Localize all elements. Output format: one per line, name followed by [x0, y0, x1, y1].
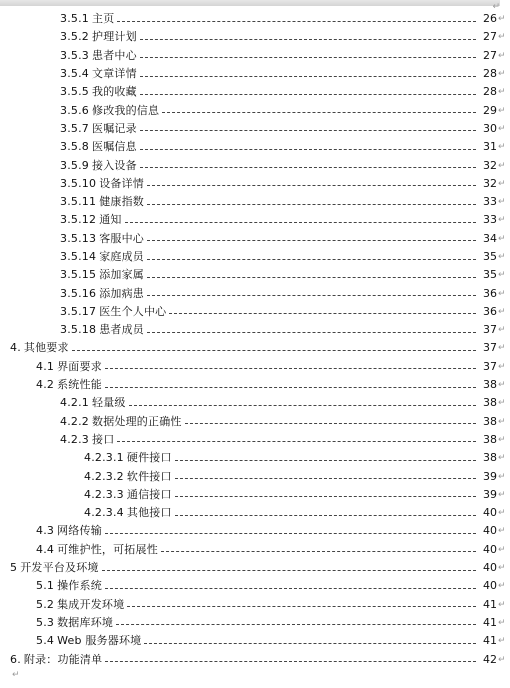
- toc-entry[interactable]: [0, 394, 510, 412]
- table-of-contents: [0, 10, 510, 669]
- toc-entry-page-number: 32: [483, 176, 497, 190]
- dotted-leader: [175, 496, 476, 497]
- dotted-leader: [105, 661, 476, 662]
- toc-entry-page-number: 29: [483, 103, 497, 117]
- paragraph-mark-icon: ↵: [498, 544, 506, 555]
- dotted-leader: [140, 130, 476, 131]
- paragraph-mark-icon: ↵: [498, 636, 506, 647]
- toc-entry-title: 界面要求: [57, 359, 102, 373]
- paragraph-mark-icon: ↵: [498, 489, 506, 500]
- toc-entry-number: 4.2.3.1: [84, 451, 124, 465]
- ruler-bar: [0, 0, 500, 6]
- paragraph-mark-icon: ↵: [498, 14, 506, 25]
- paragraph-mark-icon: ↵: [498, 123, 506, 134]
- toc-entry[interactable]: [0, 632, 510, 650]
- toc-entry[interactable]: [0, 321, 510, 339]
- paragraph-mark-icon: ↵: [498, 252, 506, 262]
- dotted-leader: [147, 204, 476, 205]
- dotted-leader: [116, 624, 476, 625]
- toc-entry-number: 3.5.11: [60, 195, 97, 209]
- paragraph-mark-icon: ↵: [498, 288, 506, 299]
- toc-entry-page-number: 30: [483, 121, 497, 135]
- toc-entry-number: 3.5.12: [60, 213, 97, 227]
- toc-entry[interactable]: [0, 175, 510, 193]
- paragraph-mark-icon: ↵: [498, 87, 506, 98]
- toc-entry-page-number: 33: [483, 213, 497, 227]
- toc-entry-page-number: 38: [483, 432, 497, 446]
- paragraph-mark-icon: ↵: [498, 599, 506, 610]
- toc-entry[interactable]: [0, 303, 510, 321]
- toc-entry-page-number: 41: [483, 615, 497, 629]
- toc-entry-page-number: 37: [483, 359, 497, 373]
- toc-entry-title: 主页: [92, 12, 115, 26]
- toc-entry-page-number: 36: [483, 286, 497, 300]
- toc-entry[interactable]: [0, 28, 510, 46]
- dotted-leader: [127, 606, 476, 607]
- paragraph-mark-icon: ↵: [498, 563, 506, 574]
- toc-entry-number: 3.5.15: [60, 268, 97, 282]
- toc-entry-page-number: 31: [483, 140, 497, 154]
- dotted-leader: [140, 39, 476, 40]
- paragraph-mark-icon: ↵: [498, 343, 506, 354]
- paragraph-mark-icon: ↵: [498, 325, 506, 336]
- toc-entry-title: 系统性能: [57, 378, 102, 392]
- toc-entry-page-number: 38: [483, 451, 497, 465]
- toc-entry-number: 4.4: [36, 542, 55, 556]
- toc-entry[interactable]: [0, 449, 510, 467]
- toc-entry-number: 4.2.2: [60, 414, 89, 428]
- dotted-leader: [105, 588, 476, 589]
- toc-entry-number: 4.: [10, 341, 21, 355]
- toc-entry-number: 5.1: [36, 579, 55, 593]
- toc-entry-number: 4.2.3.3: [84, 487, 124, 501]
- toc-entry-page-number: 32: [483, 158, 497, 172]
- paragraph-mark-icon: ↵: [498, 142, 506, 153]
- toc-entry[interactable]: [0, 101, 510, 119]
- dotted-leader: [140, 76, 476, 77]
- toc-entry[interactable]: [0, 577, 510, 595]
- toc-entry-number: 3.5.1: [60, 12, 89, 26]
- toc-entry-page-number: 42: [483, 652, 497, 666]
- toc-entry-number: 5.4: [36, 634, 55, 648]
- toc-entry-title: 附录：功能清单: [23, 652, 103, 666]
- toc-entry-number: 3.5.13: [60, 231, 97, 245]
- paragraph-mark-icon: ↵: [498, 160, 506, 171]
- toc-entry[interactable]: [0, 138, 510, 156]
- toc-entry[interactable]: [0, 358, 510, 376]
- toc-entry-page-number: 41: [483, 597, 497, 611]
- toc-entry-title: 硬件接口: [126, 451, 172, 465]
- toc-entry-title: 添加家属: [99, 268, 144, 282]
- paragraph-mark-icon: ↵: [498, 398, 506, 409]
- dotted-leader: [117, 441, 476, 442]
- dotted-leader: [147, 332, 476, 333]
- toc-entry-number: 3.5.9: [60, 158, 89, 172]
- paragraph-mark-icon: ↵: [498, 105, 506, 116]
- toc-entry[interactable]: [0, 339, 510, 357]
- dotted-leader: [125, 222, 476, 223]
- dotted-leader: [175, 460, 476, 461]
- dotted-leader: [144, 643, 476, 644]
- toc-entry-title: 轻量级: [92, 396, 126, 410]
- toc-entry-page-number: 39: [483, 469, 497, 483]
- toc-entry-number: 6.: [10, 652, 21, 666]
- toc-entry-title: 其他接口: [126, 506, 172, 520]
- toc-entry[interactable]: [0, 486, 510, 504]
- toc-entry[interactable]: [0, 522, 510, 540]
- toc-entry[interactable]: [0, 504, 510, 522]
- paragraph-mark-icon: ↵: [498, 178, 506, 189]
- toc-entry-page-number: 40: [483, 524, 497, 538]
- toc-entry-title: 软件接口: [126, 469, 172, 483]
- dotted-leader: [105, 368, 476, 369]
- paragraph-mark-icon: ↵: [498, 197, 506, 208]
- toc-entry-title: 护理计划: [92, 30, 137, 44]
- toc-entry-page-number: 34: [483, 231, 497, 245]
- toc-entry-page-number: 38: [483, 378, 497, 392]
- toc-entry[interactable]: [0, 596, 510, 614]
- paragraph-mark-icon: ↵: [498, 69, 506, 80]
- toc-entry[interactable]: [0, 120, 510, 138]
- toc-entry-title: 健康指数: [99, 195, 144, 209]
- paragraph-mark-icon: ↵: [498, 32, 506, 43]
- toc-entry[interactable]: [0, 65, 510, 83]
- toc-entry-number: 4.2.3.2: [84, 469, 124, 483]
- toc-entry-title: 我的收藏: [92, 85, 137, 99]
- paragraph-mark-icon: ↵: [12, 670, 20, 680]
- toc-entry-title: 网络传输: [57, 524, 102, 538]
- dotted-leader: [117, 21, 476, 22]
- dotted-leader: [147, 240, 476, 241]
- toc-entry-number: 4.2: [36, 378, 55, 392]
- toc-entry[interactable]: [0, 47, 510, 65]
- paragraph-mark-icon: ↵: [498, 50, 506, 61]
- toc-entry[interactable]: [0, 193, 510, 211]
- paragraph-mark-icon: ↵: [498, 270, 506, 281]
- toc-entry[interactable]: [0, 559, 510, 577]
- dotted-leader: [147, 259, 476, 260]
- toc-entry-page-number: 35: [483, 268, 497, 282]
- toc-entry-title: Web 服务器环境: [57, 634, 142, 648]
- dotted-leader: [185, 423, 476, 424]
- toc-entry-number: 3.5.10: [60, 176, 97, 190]
- toc-entry[interactable]: [0, 10, 510, 28]
- paragraph-mark-icon: ↵: [498, 617, 506, 628]
- toc-entry-number: 3.5.5: [60, 85, 89, 99]
- toc-entry-number: 3.5.7: [60, 121, 89, 135]
- toc-entry[interactable]: [0, 156, 510, 174]
- dotted-leader: [72, 350, 476, 351]
- paragraph-mark-icon: ↵: [498, 526, 506, 537]
- toc-entry-page-number: 27: [483, 30, 497, 44]
- paragraph-mark-icon: ↵: [498, 380, 506, 391]
- toc-entry[interactable]: [0, 230, 510, 248]
- toc-entry-title: 患者成员: [99, 323, 144, 337]
- paragraph-mark-icon: ↵: [498, 416, 506, 427]
- dotted-leader: [129, 405, 476, 406]
- toc-entry-page-number: 26: [483, 12, 497, 26]
- toc-entry-title: 添加病患: [99, 286, 144, 300]
- paragraph-mark-icon: ↵: [492, 2, 500, 12]
- toc-entry-title: 修改我的信息: [92, 103, 160, 117]
- toc-entry-title: 医生个人中心: [99, 304, 167, 318]
- dotted-leader: [140, 94, 476, 95]
- toc-entry-number: 4.2.3.4: [84, 506, 124, 520]
- toc-entry-number: 5: [10, 561, 18, 575]
- dotted-leader: [147, 277, 476, 278]
- toc-entry-title: 通知: [99, 213, 122, 227]
- toc-entry[interactable]: [0, 650, 510, 668]
- toc-entry-page-number: 37: [483, 341, 497, 355]
- toc-entry[interactable]: [0, 541, 510, 559]
- toc-entry-title: 接口: [92, 432, 115, 446]
- toc-entry-page-number: 33: [483, 195, 497, 209]
- toc-entry-title: 设备详情: [99, 176, 144, 190]
- toc-entry-title: 开发平台及环境: [20, 561, 99, 575]
- toc-entry-title: 集成开发环境: [57, 597, 125, 611]
- toc-entry-page-number: 40: [483, 506, 497, 520]
- toc-entry-number: 4.2.3: [60, 432, 89, 446]
- toc-entry-page-number: 27: [483, 48, 497, 62]
- dotted-leader: [175, 478, 476, 479]
- toc-entry-title: 医嘱信息: [92, 140, 137, 154]
- toc-entry-page-number: 41: [483, 634, 497, 648]
- paragraph-mark-icon: ↵: [498, 508, 506, 519]
- toc-entry-page-number: 28: [483, 85, 497, 99]
- dotted-leader: [147, 185, 476, 186]
- dotted-leader: [175, 515, 476, 516]
- paragraph-mark-icon: ↵: [498, 581, 506, 592]
- toc-entry-number: 4.2.1: [60, 396, 89, 410]
- toc-entry-number: 3.5.14: [60, 250, 97, 263]
- toc-entry-page-number: 36: [483, 304, 497, 318]
- toc-entry-page-number: 38: [483, 414, 497, 428]
- toc-entry[interactable]: [0, 248, 510, 266]
- toc-entry[interactable]: [0, 431, 510, 449]
- toc-entry-title: 数据库环境: [57, 615, 114, 629]
- toc-entry-title: 可维护性，可拓展性: [57, 542, 158, 556]
- dotted-leader: [140, 57, 476, 58]
- toc-entry-title: 通信接口: [126, 487, 172, 501]
- toc-entry-page-number: 38: [483, 396, 497, 410]
- toc-entry[interactable]: [0, 467, 510, 485]
- toc-entry-title: 客服中心: [99, 231, 144, 245]
- paragraph-mark-icon: ↵: [498, 361, 506, 372]
- toc-entry-number: 3.5.17: [60, 304, 97, 318]
- toc-entry-number: 5.2: [36, 597, 55, 611]
- toc-entry[interactable]: [0, 614, 510, 632]
- toc-entry-title: 患者中心: [92, 48, 137, 62]
- paragraph-mark-icon: ↵: [498, 434, 506, 445]
- toc-entry[interactable]: [0, 211, 510, 229]
- paragraph-mark-icon: ↵: [498, 306, 506, 317]
- paragraph-mark-icon: ↵: [498, 233, 506, 244]
- toc-entry[interactable]: [0, 413, 510, 431]
- toc-entry[interactable]: [0, 266, 510, 284]
- dotted-leader: [169, 313, 476, 314]
- dotted-leader: [147, 295, 476, 296]
- toc-entry-page-number: 35: [483, 250, 497, 263]
- dotted-leader: [105, 387, 476, 388]
- toc-entry-number: 3.5.18: [60, 323, 97, 337]
- toc-entry-title: 其他要求: [23, 341, 69, 355]
- toc-entry-number: 3.5.3: [60, 48, 89, 62]
- toc-entry-number: 3.5.4: [60, 67, 89, 81]
- dotted-leader: [140, 149, 476, 150]
- toc-entry-number: 3.5.16: [60, 286, 97, 300]
- paragraph-mark-icon: ↵: [498, 453, 506, 464]
- toc-entry-number: 4.3: [36, 524, 55, 538]
- toc-entry-title: 接入设备: [92, 158, 137, 172]
- toc-entry-number: 3.5.8: [60, 140, 89, 154]
- toc-entry-page-number: 39: [483, 487, 497, 501]
- dotted-leader: [102, 570, 476, 571]
- toc-entry[interactable]: [0, 284, 510, 302]
- toc-entry[interactable]: [0, 83, 510, 101]
- dotted-leader: [140, 167, 476, 168]
- dotted-leader: [161, 551, 476, 552]
- paragraph-mark-icon: ↵: [498, 471, 506, 482]
- dotted-leader: [162, 112, 476, 113]
- toc-entry-title: 操作系统: [57, 579, 102, 593]
- toc-entry-number: 4.1: [36, 359, 55, 373]
- toc-entry-page-number: 28: [483, 67, 497, 81]
- toc-entry[interactable]: [0, 376, 510, 394]
- toc-entry-number: 3.5.2: [60, 30, 89, 44]
- toc-entry-title: 医嘱记录: [92, 121, 137, 135]
- paragraph-mark-icon: ↵: [498, 654, 506, 665]
- toc-entry-page-number: 40: [483, 561, 497, 575]
- dotted-leader: [105, 533, 476, 534]
- toc-entry-number: 5.3: [36, 615, 55, 629]
- toc-entry-page-number: 40: [483, 579, 497, 593]
- paragraph-mark-icon: ↵: [498, 215, 506, 226]
- toc-entry-title: 家庭成员: [99, 250, 144, 263]
- toc-entry-title: 数据处理的正确性: [92, 414, 182, 428]
- toc-entry-page-number: 40: [483, 542, 497, 556]
- toc-entry-number: 3.5.6: [60, 103, 89, 117]
- toc-entry-page-number: 37: [483, 323, 497, 337]
- toc-entry-title: 文章详情: [92, 67, 137, 81]
